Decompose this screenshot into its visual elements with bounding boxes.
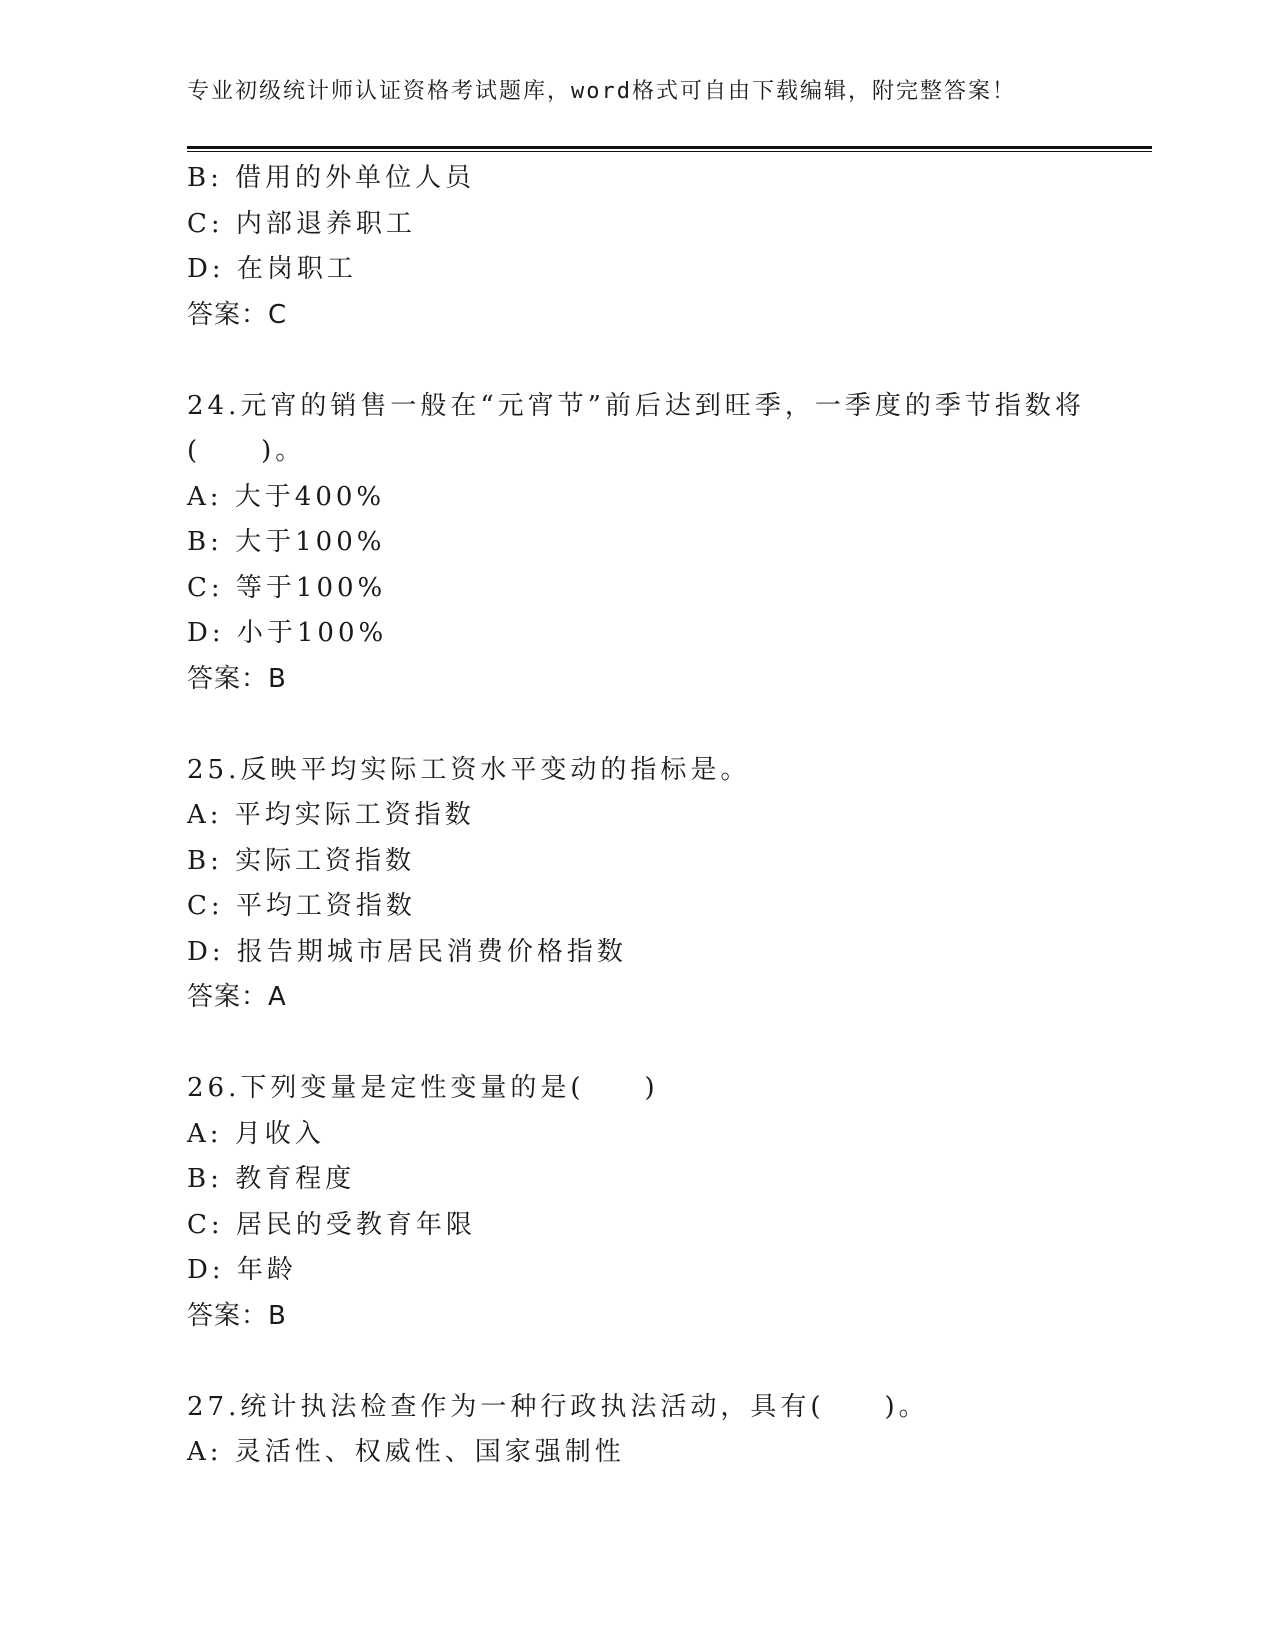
question-stem-continued: ( )。 — [187, 436, 306, 466]
question-25 — [187, 748, 1152, 1021]
option-c: C: 居民的受教育年限 — [187, 1209, 476, 1240]
answer-line: 答案：C — [187, 299, 288, 330]
option-d: D: 在岗职工 — [187, 254, 357, 284]
question-stem: 24.元宵的销售一般在“元宵节”前后达到旺季，一季度的季节指数将 — [187, 390, 1085, 421]
header-rule-thin — [187, 151, 1152, 152]
question-27 — [187, 1385, 1152, 1476]
option-b: B: 教育程度 — [187, 1164, 356, 1194]
option-b: B: 借用的外单位人员 — [187, 163, 476, 193]
answer-line: 答案：B — [187, 1300, 287, 1331]
question-26 — [187, 1066, 1152, 1339]
option-a: A: 大于400% — [187, 481, 386, 512]
option-d: D: 报告期城市居民消费价格指数 — [187, 936, 627, 967]
answer-line: 答案：B — [187, 663, 287, 694]
question-content — [187, 156, 1152, 1476]
option-d: D: 小于100% — [187, 618, 388, 648]
question-23-continued — [187, 156, 1152, 338]
page-header: 专业初级统计师认证资格考试题库，word格式可自由下载编辑，附完整答案！ — [187, 79, 1016, 104]
answer-line: 答案：A — [187, 982, 287, 1012]
header-rule-thick — [187, 146, 1152, 149]
option-a: A: 平均实际工资指数 — [187, 800, 475, 830]
option-c: C: 等于100% — [187, 572, 387, 603]
question-stem: 26.下列变量是定性变量的是( ) — [187, 1073, 659, 1103]
option-a: A: 灵活性、权威性、国家强制性 — [187, 1437, 625, 1467]
option-d: D: 年龄 — [187, 1255, 297, 1285]
option-a: A: 月收入 — [187, 1118, 325, 1149]
option-c: C: 内部退养职工 — [187, 208, 416, 239]
option-b: B: 大于100% — [187, 527, 386, 557]
question-stem: 27.统计执法检查作为一种行政执法活动，具有( )。 — [187, 1391, 929, 1422]
question-stem: 25.反映平均实际工资水平变动的指标是。 — [187, 754, 751, 785]
option-b: B: 实际工资指数 — [187, 845, 416, 876]
option-c: C: 平均工资指数 — [187, 891, 416, 921]
question-24 — [187, 384, 1152, 703]
